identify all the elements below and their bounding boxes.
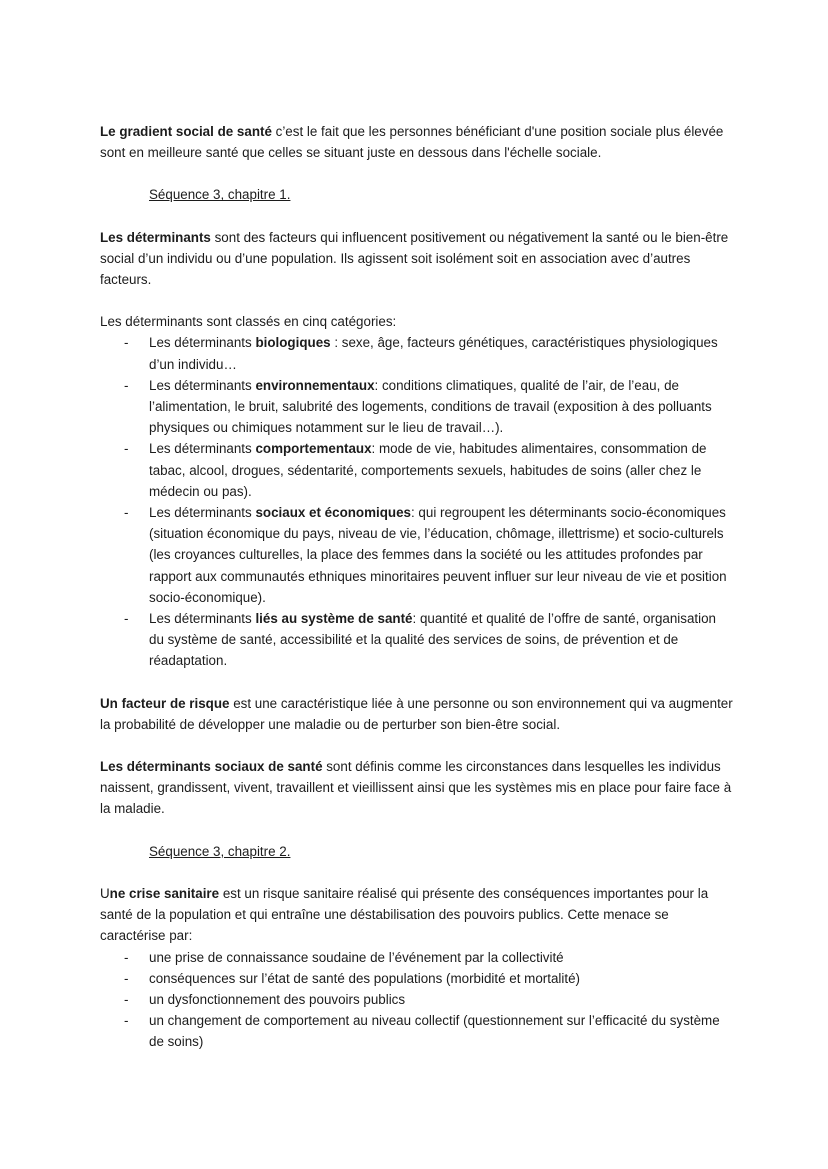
category-term: sociaux et économiques: [255, 505, 411, 521]
list-item: - une prise de connaissance soudaine de l’événement par la collectivité: [100, 947, 733, 968]
list-item: - un changement de comportement au niveau collectif (questionnement sur l’efficacité du système de soins): [100, 1010, 733, 1052]
term-determinants: Les déterminants: [100, 229, 211, 245]
paragraph-determinants: [100, 227, 733, 291]
term-prefix-health-crisis: U: [100, 885, 110, 901]
paragraph-risk-factor: [100, 693, 733, 735]
text-risk-factor: est une caractéristique liée à une personne ou son environnement qui va augmenter la probabilité de développer une maladie ou de perturber son bien-être social.: [100, 695, 733, 732]
dash-bullet: -: [124, 1013, 129, 1029]
paragraph-social-gradient: [100, 121, 733, 163]
list-item: - conséquences sur l’état de santé des populations (morbidité et mortalité): [100, 968, 733, 989]
paragraph-social-determinants: [100, 756, 733, 820]
dash-bullet: -: [124, 505, 129, 521]
list-item: - Les déterminants comportementaux: mode de vie, habitudes alimentaires, consommation de tabac, alcool, drogues, sédentarité, comportements sexuels, habitudes de soins (aller chez le médecin ou pas).: [100, 438, 733, 502]
text-health-crisis: est un risque sanitaire réalisé qui présente des conséquences importantes pour la santé de la population et qui entraîne une déstabilisation des pouvoirs publics. Cette menace se caractérise par:: [100, 885, 709, 944]
term-risk-factor: Un facteur de risque: [100, 695, 230, 711]
category-term: environnementaux: [255, 377, 375, 393]
dash-bullet: -: [124, 335, 129, 351]
crisis-characteristics-list: [100, 947, 733, 1053]
list-item: - un dysfonctionnement des pouvoirs publics: [100, 989, 733, 1010]
category-term: liés au système de santé: [255, 611, 413, 627]
categories-intro: Les déterminants sont classés en cinq catégories:: [100, 314, 397, 330]
dash-bullet: -: [124, 441, 129, 457]
text-social-determinants: sont définis comme les circonstances dans lesquelles les individus naissent, grandissent, vivent, travaillent et vieillissent ainsi que les systèmes mis en place pour faire face à la maladie.: [100, 759, 732, 817]
dash-bullet: -: [124, 970, 129, 986]
list-item: - Les déterminants environnementaux: conditions climatiques, qualité de l’air, de l’eau, de l’alimentation, le bruit, salubrité des logements, conditions de travail (exposition à des polluants physiques ou chimiques notamment sur le lieu de travail…).: [100, 375, 733, 439]
list-item: - Les déterminants sociaux et économiques: qui regroupent les déterminants socio-économiques (situation économique du pays, niveau de vie, l’éducation, chômage, illettrisme) et socio-culturels (les croyances culturelles, la place des femmes dans la société ou les attitudes profondes par rapport aux communautés ethniques minoritaires peuvent influer sur leur niveau de vie et position socio-économique).: [100, 502, 733, 608]
section-title-chapter-2: Séquence 3, chapitre 2.: [149, 843, 291, 859]
category-term: comportementaux: [255, 441, 372, 457]
list-item: - Les déterminants liés au système de santé: quantité et qualité de l’offre de santé, organisation du système de santé, accessibilité et la qualité des services de soins, de prévention et de réadaptation.: [100, 608, 733, 672]
dash-bullet: -: [124, 377, 129, 393]
category-term: biologiques: [255, 335, 331, 351]
text-social-gradient: c’est le fait que les personnes bénéficiant d'une position sociale plus élevée sont en meilleure santé que celles se situant juste en dessous dans l'échelle sociale.: [100, 124, 724, 161]
dash-bullet: -: [124, 991, 129, 1007]
categories-list: [100, 332, 733, 671]
text-determinants: sont des facteurs qui influencent positivement ou négativement la santé ou le bien-être social d’un individu ou d’une population. Ils agissent soit isolément soit en association avec d’autres facteurs.: [100, 229, 729, 288]
dash-bullet: -: [124, 949, 129, 965]
dash-bullet: -: [124, 611, 129, 627]
term-social-determinants: Les déterminants sociaux de santé: [100, 759, 323, 775]
paragraph-health-crisis: [100, 883, 733, 947]
term-social-gradient: Le gradient social de santé: [100, 124, 272, 139]
term-health-crisis: ne crise sanitaire: [109, 885, 220, 901]
section-title-chapter-1: Séquence 3, chapitre 1.: [149, 187, 291, 203]
list-item: - Les déterminants biologiques : sexe, âge, facteurs génétiques, caractéristiques physiologiques d’un individu…: [100, 332, 733, 374]
